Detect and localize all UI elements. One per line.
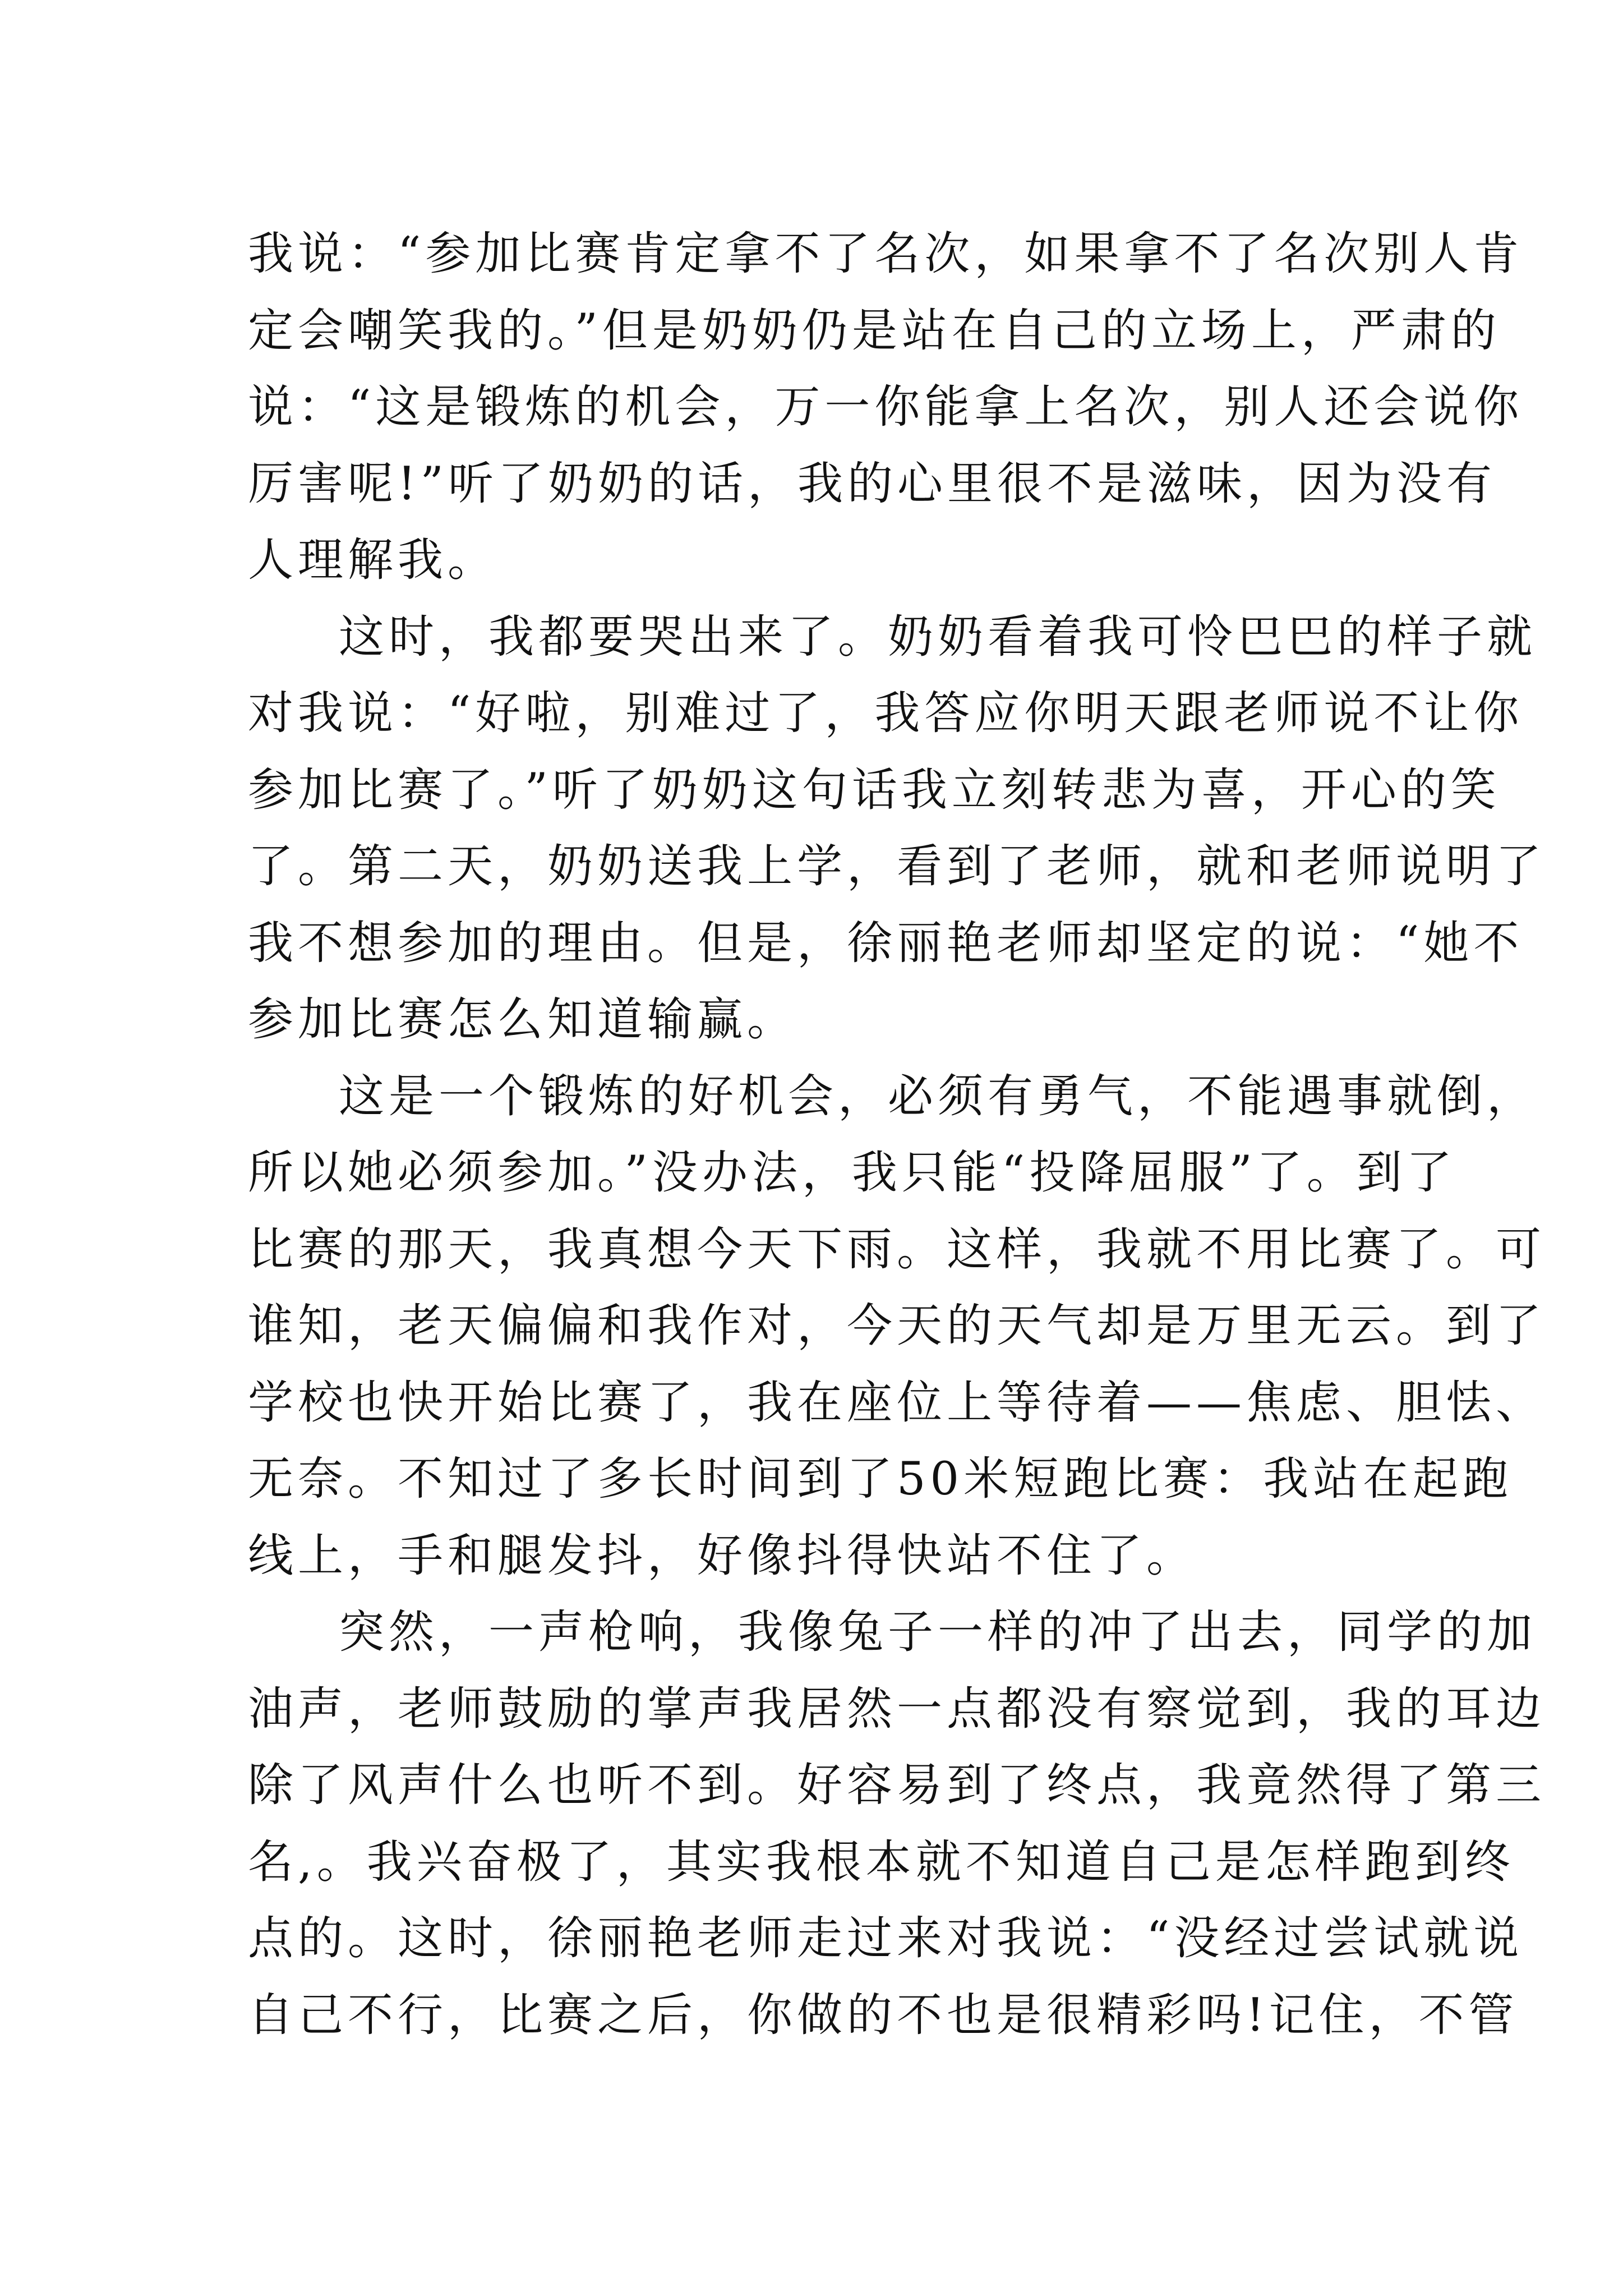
body-text — [248, 216, 1546, 2054]
text-line: 名,。我兴奋极了，其实我根本就不知道自己是怎样跑到终 — [248, 1835, 1515, 1889]
text-line: 自己不行，比赛之后，你做的不也是很精彩吗!记住，不管 — [248, 1989, 1519, 2042]
text-line: 参加比赛怎么知道输赢。 — [248, 993, 797, 1046]
text-line: 参加比赛了。”听了奶奶这句话我立刻转悲为喜，开心的笑 — [248, 763, 1501, 817]
text-line: 油声，老师鼓励的掌声我居然一点都没有察觉到，我的耳边 — [248, 1682, 1546, 1736]
paragraph-first-line: 突然，一声枪响，我像兔子一样的冲了出去，同学的加 — [339, 1606, 1537, 1659]
text-line: 所以她必须参加。”没办法，我只能“投降屈服”了。到了 — [248, 1147, 1456, 1199]
text-line: 我不想参加的理由。但是，徐丽艳老师却坚定的说：“她不 — [248, 917, 1524, 970]
text-line: 对我说：“好啦，别难过了，我答应你明天跟老师说不让你 — [248, 687, 1524, 740]
text-line: 厉害呢!”听了奶奶的话，我的心里很不是滋味，因为没有 — [248, 457, 1496, 510]
text-line: 除了风声什么也听不到。好容易到了终点，我竟然得了第三 — [248, 1759, 1546, 1812]
paragraph-first-line: 这时，我都要哭出来了。奶奶看着我可怜巴巴的样子就 — [339, 610, 1537, 664]
text-line: 线上，手和腿发抖，好像抖得快站不住了。 — [248, 1529, 1197, 1582]
text-line: 人理解我。 — [248, 534, 498, 587]
text-line: 了。第二天，奶奶送我上学，看到了老师，就和老师说明了 — [248, 840, 1546, 893]
text-line: 定会嘲笑我的。”但是奶奶仍是站在自己的立场上，严肃的 — [248, 304, 1501, 357]
text-line: 点的。这时，徐丽艳老师走过来对我说：“没经过尝试就说 — [248, 1912, 1524, 1965]
text-line: 无奈。不知过了多长时间到了50米短跑比赛：我站在起跑 — [248, 1453, 1513, 1506]
paragraph-first-line: 这是一个锻炼的好机会，必须有勇气，不能遇事就倒， — [339, 1070, 1537, 1123]
text-line: 我说：“参加比赛肯定拿不了名次，如果拿不了名次别人肯 — [248, 228, 1524, 280]
text-line: 谁知，老天偏偏和我作对，今天的天气却是万里无云。到了 — [248, 1300, 1546, 1352]
text-line: 说：“这是锻炼的机会，万一你能拿上名次，别人还会说你 — [248, 381, 1524, 434]
text-line: 学校也快开始比赛了，我在座位上等待着——焦虑、胆怯、 — [248, 1376, 1546, 1429]
text-line: 比赛的那天，我真想今天下雨。这样，我就不用比赛了。可 — [248, 1223, 1546, 1276]
